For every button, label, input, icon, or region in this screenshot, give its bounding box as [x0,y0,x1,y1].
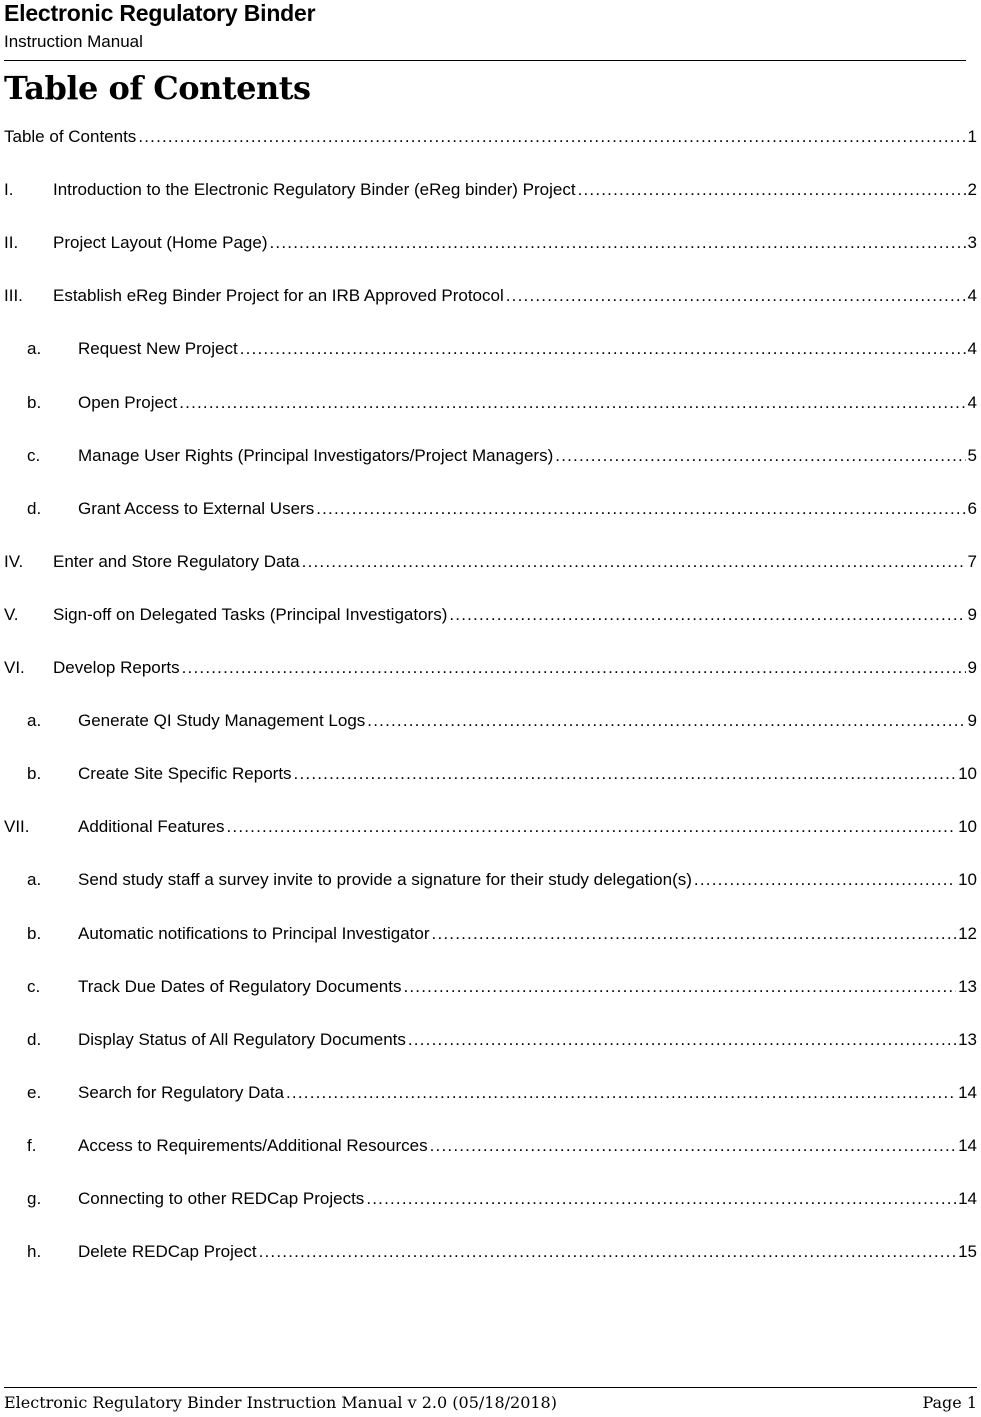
toc-heading: Table of Contents [4,69,311,107]
toc-entry[interactable] [0,443,977,469]
toc-entry-page: 9 [967,658,977,677]
toc-entry[interactable] [0,814,977,840]
toc-entry-label: Connecting to other REDCap Projects [78,1189,365,1208]
toc-entry-label: Create Site Specific Reports [78,764,292,784]
toc-entry-leader [506,283,966,309]
toc-entry-leader [226,814,956,840]
toc-entry-number: g. [27,1189,42,1208]
toc-entry-leader [449,602,965,628]
toc-entry-leader [408,1027,956,1053]
toc-entry-number: a. [27,711,42,731]
toc-entry[interactable] [0,124,977,150]
toc-entry-label: Project Layout (Home Page) [53,233,268,253]
toc-entry-page: 10 [958,764,977,784]
toc-entry[interactable] [0,761,977,787]
toc-entry-leader [240,336,966,362]
toc-entry-number: f. [27,1135,37,1155]
toc-entry-number: b. [27,392,42,412]
toc-entry-number: a. [27,870,42,890]
toc-entry-label: Access to Requirements/Additional Resources [78,1135,428,1155]
toc-entry-leader [286,1080,956,1106]
toc-entry[interactable] [0,1027,977,1053]
toc-entry-leader [403,974,956,1000]
toc-entry-label: Delete REDCap Project [78,1242,257,1262]
toc-entry-page: 10 [958,817,977,837]
toc-entry-leader [182,655,966,681]
toc-entry[interactable] [0,336,977,362]
toc-entry-number: c. [27,976,41,996]
toc-entry-number: VII. [4,817,30,837]
toc-entry-number: I. [4,180,14,200]
toc-entry-label: Establish eReg Binder Project for an IRB Approved Protocol [53,286,504,306]
footer-document-info: Electronic Regulatory Binder Instruction Manual v 2.0 (05/18/2018) [4,1393,557,1412]
toc-entry-number: e. [27,1082,42,1102]
toc-entry-label: Table of Contents [4,127,137,146]
toc-entry-label: Enter and Store Regulatory Data [53,551,300,571]
toc-entry-leader [578,177,966,203]
toc-entry-leader [294,761,957,787]
toc-entry-page: 13 [958,1029,977,1049]
toc-entry-page: 10 [958,870,977,890]
toc-entry[interactable] [0,230,977,256]
toc-entry[interactable] [0,1239,977,1265]
toc-entry[interactable] [0,602,977,628]
toc-entry-label: Generate QI Study Management Logs [78,711,366,731]
toc-entry-page: 4 [967,286,977,306]
toc-entry-label: Send study staff a survey invite to provide a signature for their study delegation(s) [78,870,692,890]
toc-entry[interactable] [0,1080,977,1106]
toc-entry-page: 14 [958,1189,977,1208]
toc-entry[interactable] [0,1133,977,1159]
toc-entry-label: Automatic notifications to Principal Investigator [78,923,430,943]
toc-entry-leader [430,1133,956,1159]
toc-entry-number: II. [4,233,19,253]
toc-entry-page: 5 [967,445,977,465]
page-header [4,0,966,61]
toc-entry-label: Search for Regulatory Data [78,1082,284,1102]
toc-entry-label: Manage User Rights (Principal Investigators/Project Managers) [78,445,554,465]
toc-entry-number: a. [27,339,42,359]
toc-entry-label: Open Project [78,392,178,412]
toc-entry-page: 1 [967,127,977,146]
toc-entry-page: 6 [967,498,977,518]
toc-entry-label: Request New Project [78,339,238,359]
toc-entry-number: V. [4,604,19,624]
toc-entry-page: 14 [958,1135,977,1155]
toc-entry-page: 15 [958,1242,977,1262]
toc-entry-label: Sign-off on Delegated Tasks (Principal Investigators) [53,604,448,624]
toc-entry-page: 4 [967,392,977,412]
toc-entry[interactable] [0,708,977,734]
toc-entry-number: VI. [4,658,25,677]
toc-entry[interactable] [0,974,977,1000]
toc-entry-number: c. [27,445,41,465]
toc-entry-page: 14 [958,1082,977,1102]
document-subtitle: Instruction Manual [4,32,143,51]
toc-entry-label: Grant Access to External Users [78,498,315,518]
toc-entry-page: 4 [967,339,977,359]
toc-entry-leader [179,390,965,416]
toc-entry-leader [270,230,966,256]
toc-entry-leader [259,1239,957,1265]
document-title: Electronic Regulatory Binder [4,0,316,26]
toc-entry-page: 12 [958,923,977,943]
toc-entry-number: IV. [4,551,24,571]
toc-entry-label: Track Due Dates of Regulatory Documents [78,976,402,996]
toc-entry-leader [694,867,956,893]
toc-entry-leader [367,708,965,734]
toc-entry-label: Introduction to the Electronic Regulatory Binder (eReg binder) Project [53,180,576,200]
toc-entry-label: Develop Reports [53,658,180,677]
toc-entry-page: 9 [967,711,977,731]
page-footer [4,1387,977,1417]
toc-entry-leader [316,496,965,522]
toc-entry-leader [366,1186,956,1212]
toc-entry-label: Display Status of All Regulatory Documents [78,1029,406,1049]
toc-entry[interactable] [0,655,977,681]
toc-entry-page: 9 [967,604,977,624]
toc-entry-number: d. [27,498,42,518]
toc-entry-page: 7 [967,551,977,571]
toc-entry-label: Additional Features [78,817,225,837]
toc-entry[interactable] [0,921,977,947]
toc-entry-leader [555,443,965,469]
toc-entry-leader [138,124,965,150]
toc-entry[interactable] [0,390,977,416]
toc-entry[interactable] [0,549,977,575]
toc-entry-number: b. [27,923,42,943]
toc-entry-page: 3 [967,233,977,253]
toc-entry-leader [302,549,966,575]
toc-entry-number: d. [27,1029,42,1049]
toc-entry[interactable] [0,283,977,309]
toc-entry-leader [432,921,957,947]
toc-entry-page: 2 [967,180,977,200]
toc-entry[interactable] [0,177,977,203]
toc-entry-number: b. [27,764,42,784]
toc-entry-page: 13 [958,976,977,996]
toc-entry-number: III. [4,286,23,306]
toc-entry[interactable] [0,496,977,522]
toc-entry[interactable] [0,867,977,893]
toc-entry[interactable] [0,1186,977,1212]
toc-entry-number: h. [27,1242,42,1262]
footer-page-number: Page 1 [922,1393,977,1412]
